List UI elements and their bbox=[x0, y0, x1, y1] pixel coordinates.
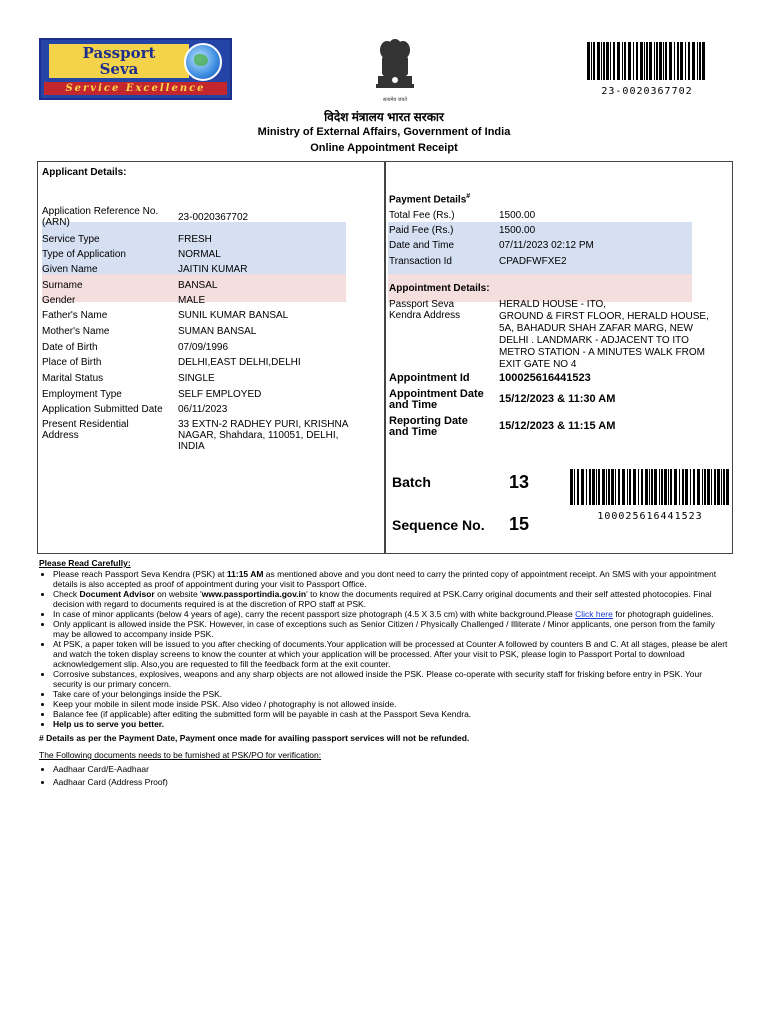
applicant-field-value: MALE bbox=[178, 295, 206, 306]
sequence-label: Sequence No. bbox=[392, 517, 485, 533]
instruction-emphasis: 11:15 AM bbox=[226, 569, 264, 579]
appointment-barcode-number: 100025616441523 bbox=[597, 511, 703, 522]
sequence-value: 15 bbox=[509, 514, 530, 534]
instruction-text: Corrosive substances, explosives, weapons and any sharp objects are not allowed inside the PSK. Please co-operate with security staff for frisking before entry in PSK. Your security is our primary concern. bbox=[53, 669, 703, 689]
applicant-field-label: Application Reference No. (ARN) bbox=[42, 206, 159, 228]
instruction-text: Only applicant is allowed inside the PSK. However, in case of exceptions such as Senior Citizen / Physically Challenged / Illiterate / Minor applicants, one person from the family may be allowed to accompany inside PSK. bbox=[53, 619, 715, 639]
document-item: • Aadhaar Card/E-Aadhaar bbox=[53, 764, 730, 774]
payment-section-title bbox=[389, 193, 470, 205]
payment-field-label: Date and Time bbox=[389, 240, 455, 251]
appointment-barcode bbox=[570, 469, 730, 505]
applicant-field-label: Given Name bbox=[42, 264, 98, 275]
instruction-item bbox=[53, 619, 730, 639]
logo-tagline: Service Excellence bbox=[44, 82, 227, 95]
applicant-field-label: Gender bbox=[42, 295, 76, 306]
instruction-item bbox=[53, 589, 730, 609]
batch-value: 13 bbox=[509, 472, 530, 492]
hindi-ministry-title: विदेश मंत्रालय भारत सरकार bbox=[324, 110, 444, 124]
instruction-text: Please reach Passport Seva Kendra (PSK) at bbox=[53, 569, 227, 579]
instruction-item bbox=[53, 669, 730, 689]
instruction-text: for photograph guidelines. bbox=[612, 609, 714, 619]
payment-field-label: Paid Fee (Rs.) bbox=[389, 225, 454, 236]
applicant-field-label: Marital Status bbox=[42, 373, 104, 384]
psk-address-label: Passport Seva Kendra Address bbox=[389, 299, 461, 321]
applicant-field-label: Employment Type bbox=[42, 389, 122, 400]
applicant-field-label: Place of Birth bbox=[42, 357, 102, 368]
ministry-title: Ministry of External Affairs, Government of India bbox=[257, 126, 511, 138]
arn-barcode-number: 23-0020367702 bbox=[601, 86, 693, 97]
applicant-field-value: SELF EMPLOYED bbox=[178, 389, 262, 400]
documents-heading: The Following documents needs to be furnished at PSK/PO for verification: bbox=[39, 750, 322, 760]
instruction-text: Balance fee (if applicable) after editing the submitted form will be payable in cash at the Passport Seva Kendra. bbox=[53, 709, 472, 719]
logo-title: Passport Seva bbox=[49, 44, 189, 78]
document-item: • Aadhaar Card (Address Proof) bbox=[53, 777, 730, 787]
applicant-field-label: Application Submitted Date bbox=[42, 404, 163, 415]
appointment-date-value: 15/12/2023 & 11:30 AM bbox=[499, 393, 616, 405]
instructions-section bbox=[39, 558, 730, 790]
applicant-field-value: NORMAL bbox=[178, 249, 221, 260]
instruction-item bbox=[53, 689, 730, 699]
arn-barcode bbox=[587, 42, 707, 80]
applicant-field-label: Surname bbox=[42, 280, 83, 291]
payment-footnote-mark: # bbox=[466, 193, 471, 200]
applicant-field-value: SINGLE bbox=[178, 373, 215, 384]
applicant-field-label: Type of Application bbox=[42, 249, 126, 260]
payment-field-label: Transaction Id bbox=[389, 256, 452, 267]
applicant-section-title: Applicant Details: bbox=[42, 167, 127, 178]
instruction-item bbox=[53, 639, 730, 669]
reporting-date-value: 15/12/2023 & 11:15 AM bbox=[499, 420, 616, 432]
payment-field-label: Total Fee (Rs.) bbox=[389, 210, 455, 221]
instructions-list bbox=[39, 569, 730, 729]
payment-field-value: 1500.00 bbox=[499, 210, 536, 221]
applicant-field-value: 06/11/2023 bbox=[178, 404, 228, 415]
psk-address-value: HERALD HOUSE - ITO, GROUND & FIRST FLOOR, HERALD HOUSE, 5A, BAHADUR SHAH ZAFAR MARG, NEW DELHI . LANDMARK - ADJACENT TO ITO METRO STATION - A MINUTES WALK FROM EXIT GATE NO 4 bbox=[499, 299, 709, 370]
column-divider bbox=[384, 162, 386, 553]
applicant-field-value: 07/09/1996 bbox=[178, 342, 229, 353]
instruction-item bbox=[53, 569, 730, 589]
applicant-field-value: SUMAN BANSAL bbox=[178, 326, 257, 337]
instruction-emphasis: Help us to serve you better. bbox=[53, 719, 165, 729]
instruction-emphasis: Document Advisor bbox=[79, 589, 155, 599]
applicant-field-label: Present Residential Address bbox=[42, 419, 129, 441]
instruction-text: Keep your mobile in silent mode inside PSK. Also video / photography is not allowed inside. bbox=[53, 699, 397, 709]
passport-seva-logo bbox=[39, 38, 232, 100]
instruction-text: Take care of your belongings inside the PSK. bbox=[53, 689, 223, 699]
batch-label: Batch bbox=[392, 474, 431, 490]
globe-icon bbox=[184, 43, 222, 81]
payment-field-value: 07/11/2023 02:12 PM bbox=[499, 240, 594, 251]
instruction-text: as mentioned above and you dont need to carry the printed copy of appointment receipt. An SMS with your appointment details is also accepted as proof of appointment during your visit to Passport Office. bbox=[53, 569, 717, 589]
instruction-item bbox=[53, 709, 730, 719]
appointment-section-title: Appointment Details: bbox=[389, 283, 490, 294]
instruction-text: At PSK, a paper token will be issued to you after checking of documents.Your application will be processed at Counter A followed by counters B and C. At all stages, please be alert and watch the token display screens to know the counter at which your application will be processed. After your visit to PSK, please login to Passport Portal to download acknowledgement slip. Also,you are requested to fill the feedback form at the exit counter. bbox=[53, 639, 728, 669]
payment-section-label: Payment Details bbox=[389, 194, 467, 206]
payment-footnote: # Details as per the Payment Date, Payment once made for availing passport services will not be refunded. bbox=[39, 733, 470, 743]
national-emblem-icon bbox=[370, 38, 420, 100]
applicant-field-value: SUNIL KUMAR BANSAL bbox=[178, 310, 289, 321]
instruction-text: In case of minor applicants (below 4 years of age), carry the recent passport size photograph (4.5 X 3.5 cm) with white background.Please bbox=[53, 609, 576, 619]
appointment-id-label: Appointment Id bbox=[389, 372, 470, 384]
appointment-id-value: 100025616441523 bbox=[499, 372, 591, 384]
photo-guidelines-link[interactable]: Click here bbox=[575, 609, 613, 619]
applicant-field-label: Father's Name bbox=[42, 310, 108, 321]
instruction-text: on website ' bbox=[154, 589, 202, 599]
applicant-field-label: Service Type bbox=[42, 234, 100, 245]
instruction-text: Check bbox=[53, 589, 80, 599]
applicant-field-value: FRESH bbox=[178, 234, 212, 245]
applicant-field-value: 33 EXTN-2 RADHEY PURI, KRISHNA NAGAR, Shahdara, 110051, DELHI, INDIA bbox=[178, 419, 349, 452]
applicant-field-value: DELHI,EAST DELHI,DELHI bbox=[178, 357, 301, 368]
reporting-date-label: Reporting Date and Time bbox=[389, 415, 468, 438]
instructions-heading: Please Read Carefully: bbox=[39, 558, 131, 568]
documents-list bbox=[39, 764, 730, 787]
website-text: www.passportindia.gov.in bbox=[201, 589, 307, 599]
receipt-title: Online Appointment Receipt bbox=[310, 142, 458, 154]
instruction-text: ' to know the documents required at PSK.Carry original documents and their self attested photocopies. Final decision with regard to documents required is at the discretion of RPO staff at PSK. bbox=[53, 589, 712, 609]
applicant-field-label: Mother's Name bbox=[42, 326, 110, 337]
applicant-field-value: 23-0020367702 bbox=[178, 212, 249, 223]
appointment-date-label: Appointment Date and Time bbox=[389, 388, 484, 411]
payment-field-value: 1500.00 bbox=[499, 225, 536, 236]
emblem-motto: सत्यमेव जयते bbox=[382, 97, 408, 103]
applicant-field-value: BANSAL bbox=[178, 280, 218, 291]
instruction-item bbox=[53, 719, 730, 729]
applicant-field-value: JAITIN KUMAR bbox=[178, 264, 248, 275]
instruction-item bbox=[53, 609, 730, 619]
applicant-field-label: Date of Birth bbox=[42, 342, 98, 353]
instruction-item bbox=[53, 699, 730, 709]
payment-field-value: CPADFWFXE2 bbox=[499, 256, 567, 267]
